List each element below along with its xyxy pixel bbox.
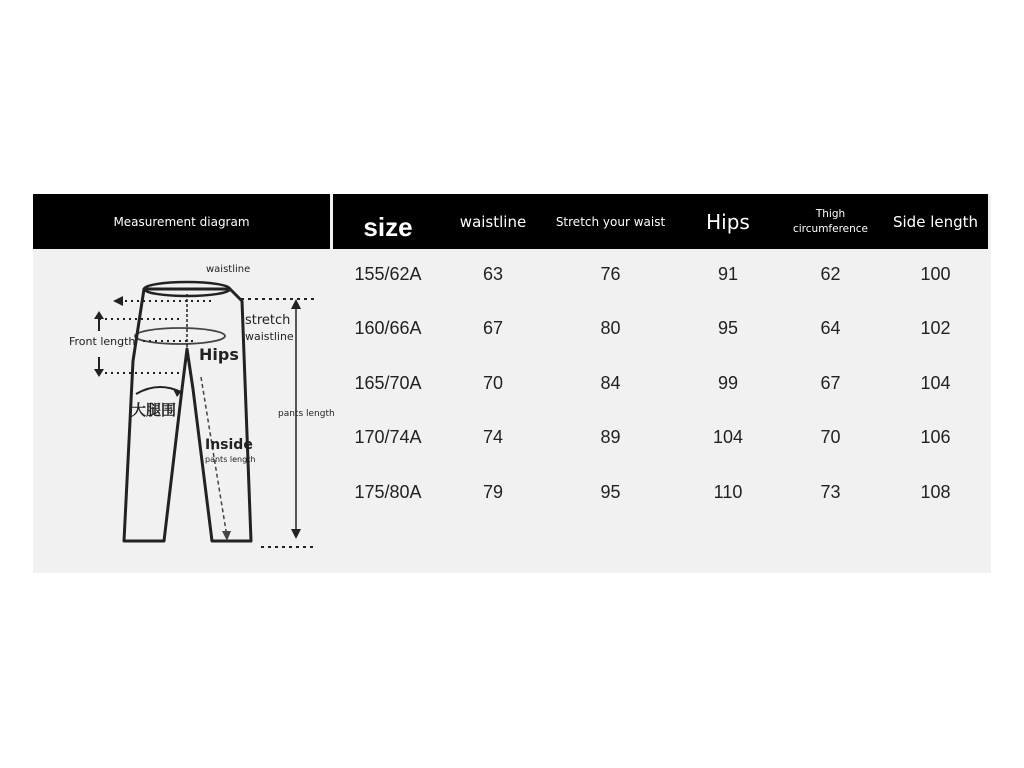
label-pants-length: pants length	[278, 409, 335, 419]
cell-size: 175/80A	[354, 481, 422, 502]
cell-size: 165/70A	[354, 372, 422, 393]
diagram-header	[33, 194, 330, 249]
cell-stretch: 95	[600, 481, 621, 502]
table-row	[333, 313, 988, 343]
cell-thigh: 62	[820, 263, 841, 284]
pants-length-arrow-up	[291, 299, 301, 309]
cell-size: 160/66A	[354, 317, 422, 338]
label-stretch: stretch	[245, 313, 291, 328]
header-hips: Hips	[706, 209, 750, 234]
label-front-length: Front length	[69, 335, 136, 348]
cell-thigh: 64	[820, 317, 841, 338]
cell-thigh: 70	[820, 426, 841, 447]
table-header	[333, 194, 988, 249]
cell-side: 106	[920, 426, 951, 447]
cell-hips: 110	[713, 481, 743, 502]
cell-waistline: 74	[482, 426, 504, 447]
header-thigh-line1: Thigh	[815, 207, 846, 220]
cell-stretch: 80	[600, 317, 621, 338]
header-waistline: waistline	[459, 212, 527, 231]
cell-hips: 91	[717, 263, 739, 284]
cell-stretch: 89	[600, 426, 621, 447]
cell-hips: 99	[717, 372, 739, 393]
table-row	[333, 259, 988, 289]
size-chart	[33, 194, 991, 573]
waist-arrow-left	[113, 296, 123, 306]
label-thigh-cn: 大腿围	[131, 401, 177, 419]
header-stretch-waist: Stretch your waist	[555, 214, 666, 229]
header-thigh-line2: circumference	[792, 222, 869, 235]
cell-stretch: 76	[600, 263, 621, 284]
cell-waistline: 63	[482, 263, 504, 284]
label-waistline: waistline	[206, 264, 251, 275]
header-size: size	[363, 212, 413, 242]
table-row	[333, 368, 988, 398]
cell-size: 155/62A	[354, 263, 422, 284]
cell-side: 104	[920, 372, 951, 393]
cell-hips: 95	[717, 317, 739, 338]
label-inside-sub: pants length	[205, 455, 256, 464]
cell-thigh: 73	[820, 481, 841, 502]
label-hips: Hips	[199, 345, 239, 364]
cell-hips: 104	[712, 426, 744, 447]
cell-stretch: 84	[600, 372, 621, 393]
header-side-length: Side length	[892, 212, 979, 231]
header-thigh-circumference	[778, 194, 883, 249]
cell-side: 108	[920, 481, 951, 502]
table-row	[333, 477, 988, 507]
cell-waistline: 67	[482, 317, 504, 338]
cell-waistline: 79	[482, 481, 504, 502]
cell-waistline: 70	[482, 372, 504, 393]
pants-length-arrow-down	[291, 529, 301, 539]
measurement-diagram	[33, 249, 335, 573]
cell-size: 170/74A	[354, 426, 422, 447]
cell-thigh: 67	[820, 372, 841, 393]
cell-side: 102	[920, 317, 951, 338]
label-stretch-waistline: waistline	[245, 330, 294, 343]
table-row	[333, 422, 988, 452]
diagram-title: Measurement diagram	[113, 214, 250, 229]
label-inside: Inside	[205, 437, 253, 453]
cell-side: 100	[920, 263, 951, 284]
front-arrowhead-up	[94, 311, 104, 319]
